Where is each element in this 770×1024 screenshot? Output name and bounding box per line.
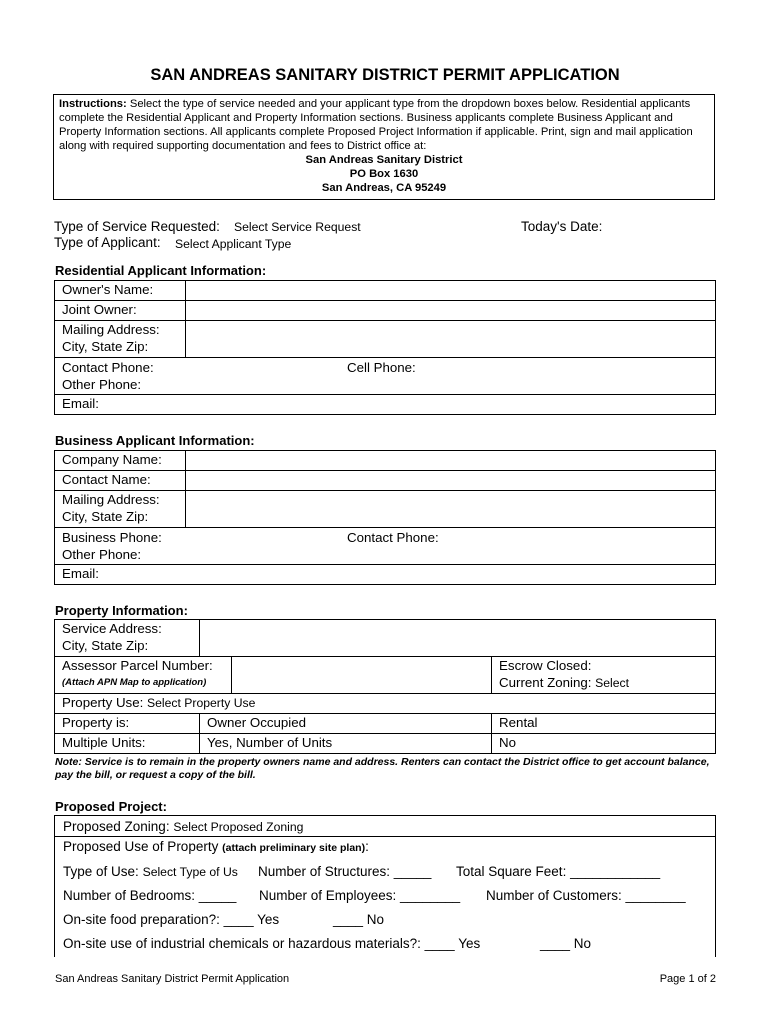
apn-field[interactable]: [232, 657, 492, 694]
business-table: [54, 450, 716, 585]
project-box: [54, 815, 716, 957]
business-phone-row: [55, 528, 716, 565]
escrow-zoning-cell: [492, 657, 716, 694]
applicant-type-select[interactable]: Select Applicant Type: [175, 237, 292, 251]
service-type-label: Type of Service Requested:: [54, 219, 220, 234]
joint-owner-field[interactable]: [186, 301, 716, 321]
current-zoning-select[interactable]: Select: [595, 676, 630, 690]
owner-name-field[interactable]: [186, 281, 716, 301]
total-square-feet[interactable]: Total Square Feet: ____________: [456, 864, 661, 879]
property-use-label: Property Use:: [62, 695, 144, 710]
business-city-line: City, State Zip:: [62, 509, 149, 524]
service-note: Note: Service is to remain in the property owners name and address. Renters can contact the District office to get account balance, pay the bill, or request a copy of the bill.: [55, 756, 710, 781]
service-city-line: City, State Zip:: [62, 638, 149, 653]
page-title: SAN ANDREAS SANITARY DISTRICT PERMIT APPLICATION: [150, 66, 620, 84]
service-address-label: [55, 620, 200, 657]
page-number: Page 1 of 2: [659, 973, 716, 985]
property-heading: Property Information:: [55, 603, 188, 618]
contact-name-label: Contact Name:: [55, 471, 186, 491]
type-of-use-row: [63, 864, 238, 879]
applicant-type-label: Type of Applicant:: [54, 235, 161, 250]
number-of-customers[interactable]: Number of Customers: ________: [486, 888, 686, 903]
escrow-label: Escrow Closed:: [499, 658, 592, 673]
property-use-row: [55, 694, 716, 714]
instructions-label: Instructions:: [59, 98, 127, 110]
property-table: [54, 619, 716, 754]
district-address: [59, 153, 709, 195]
apn-label: [55, 657, 232, 694]
contact-phone-label: Contact Phone:: [62, 360, 154, 375]
site-plan-note: (attach preliminary site plan): [222, 842, 366, 854]
business-mailing-field[interactable]: [186, 491, 716, 528]
proposed-use-row: [63, 839, 369, 854]
instructions-box: [53, 94, 715, 200]
business-email-row[interactable]: [55, 565, 716, 585]
company-name-label: Company Name:: [55, 451, 186, 471]
todays-date-label: Today's Date:: [521, 219, 603, 234]
address-line-2: PO Box 1630: [349, 168, 419, 180]
multiple-units-label: Multiple Units:: [55, 734, 200, 754]
other-phone-label: Other Phone:: [62, 377, 142, 392]
mailing-address-field[interactable]: [186, 321, 716, 358]
chemicals-no[interactable]: ____ No: [540, 936, 592, 951]
apn-note: (Attach APN Map to application): [62, 677, 207, 688]
owner-occupied-option[interactable]: Owner Occupied: [200, 714, 492, 734]
email-label: Email:: [62, 396, 99, 411]
project-heading: Proposed Project:: [55, 799, 167, 814]
type-of-use-label: Type of Use:: [63, 864, 139, 879]
business-other-phone-label: Other Phone:: [62, 547, 142, 562]
proposed-zoning-select[interactable]: Select Proposed Zoning: [173, 820, 304, 834]
contact-name-field[interactable]: [186, 471, 716, 491]
service-type-select[interactable]: Select Service Request: [234, 220, 361, 234]
chemicals-yes[interactable]: On-site use of industrial chemicals or hazardous materials?: ____ Yes: [63, 936, 481, 951]
food-prep-no[interactable]: ____ No: [333, 912, 385, 927]
service-address-field[interactable]: [200, 620, 716, 657]
company-name-field[interactable]: [186, 451, 716, 471]
proposed-use-label: Proposed Use of Property: [63, 839, 219, 854]
mailing-address-label: [55, 321, 186, 358]
business-email-label: Email:: [62, 566, 99, 581]
proposed-use-colon: :: [365, 839, 369, 854]
apn-label-line: Assessor Parcel Number:: [62, 658, 213, 673]
units-yes-option[interactable]: Yes, Number of Units: [200, 734, 492, 754]
residential-heading: Residential Applicant Information:: [55, 263, 267, 278]
number-of-structures[interactable]: Number of Structures: _____: [258, 864, 432, 879]
residential-table: [54, 280, 716, 415]
instructions-text: [59, 97, 709, 153]
mailing-label-line: Mailing Address:: [62, 322, 160, 337]
current-zoning-label: Current Zoning:: [499, 675, 592, 690]
cell-phone-label: Cell Phone:: [347, 360, 416, 375]
units-no-option[interactable]: No: [492, 734, 716, 754]
business-heading: Business Applicant Information:: [55, 433, 255, 448]
proposed-zoning-row: [63, 819, 303, 834]
business-mailing-line: Mailing Address:: [62, 492, 160, 507]
instructions-body: Select the type of service needed and your applicant type from the dropdown boxes below. Residential applicants complete the Residential Applicant and Property Information sections. Business applicants complete Business Applicant and Property Information sections. All applicants complete Proposed Project Information if applicable. Print, sign and mail application along with required supporting documentation and fees to District office at:: [59, 98, 693, 152]
number-of-employees[interactable]: Number of Employees: ________: [259, 888, 461, 903]
address-line-3: San Andreas, CA 95249: [321, 182, 447, 194]
number-of-bedrooms[interactable]: Number of Bedrooms: _____: [63, 888, 237, 903]
rental-option[interactable]: Rental: [492, 714, 716, 734]
owner-name-label: Owner's Name:: [55, 281, 186, 301]
footer-title: San Andreas Sanitary District Permit Application: [55, 973, 290, 985]
phone-row: [55, 358, 716, 395]
property-is-label: Property is:: [55, 714, 200, 734]
project-divider: [55, 836, 715, 837]
service-address-line: Service Address:: [62, 621, 162, 636]
city-label-line: City, State Zip:: [62, 339, 149, 354]
business-phone-label: Business Phone:: [62, 530, 162, 545]
business-contact-phone-label: Contact Phone:: [347, 530, 439, 545]
joint-owner-label: Joint Owner:: [55, 301, 186, 321]
type-of-use-select[interactable]: Select Type of Us: [142, 865, 238, 879]
proposed-zoning-label: Proposed Zoning:: [63, 819, 170, 834]
property-use-select[interactable]: Select Property Use: [147, 696, 256, 710]
address-line-1: San Andreas Sanitary District: [305, 154, 463, 166]
business-mailing-label: [55, 491, 186, 528]
food-prep-yes[interactable]: On-site food preparation?: ____ Yes: [63, 912, 280, 927]
email-row[interactable]: [55, 395, 716, 415]
